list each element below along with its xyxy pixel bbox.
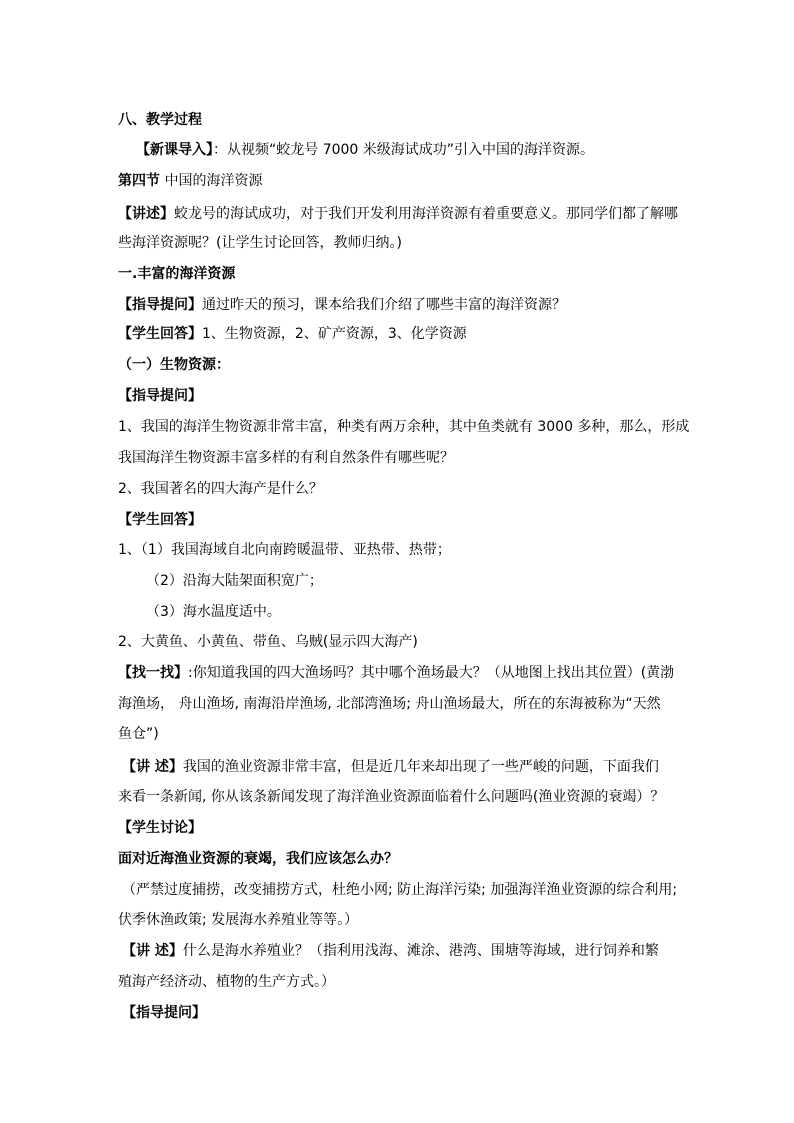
narrate3-line2: 殖海产经济动、植物的生产方式。）	[118, 974, 335, 990]
narrate3-text: 什么是海水养殖业？（指利用浅海、滩涂、港湾、围塘等海域，进行饲养和繁	[182, 943, 659, 959]
heading-teaching-process: 八、教学过程	[118, 112, 202, 128]
answer2-item1: 1、（1）我国海域自北向南跨暖温带、亚热带、热带；	[118, 542, 451, 558]
answer2-item2: （2）沿海大陆架面积宽广；	[146, 573, 323, 589]
narrate2-label: 【讲 述】	[122, 759, 183, 775]
answer2-label: 【学生回答】	[118, 512, 202, 528]
answer1-text: 1、生物资源，2、矿产资源，3、化学资源	[202, 326, 467, 342]
question1-line1: 1、我国的海洋生物资源非常丰富，种类有两万余种，其中鱼类就有 3000 多种，那么，形成	[118, 419, 690, 435]
find-line3: 鱼仓”)	[118, 726, 159, 742]
find-label: 【找一找】	[118, 665, 188, 681]
narrate3-line1	[122, 941, 659, 961]
guide1-text: 通过昨天的预习，课本给我们介绍了哪些丰富的海洋资源？	[202, 297, 566, 313]
narrate2-line1	[122, 757, 659, 777]
narrate1-text: 蛟龙号的海试成功，对于我们开发利用海洋资源有着重要意义。那同学们都了解哪	[174, 206, 678, 222]
answer1-label: 【学生回答】	[118, 326, 202, 342]
find-text: :你知道我国的四大渔场吗？其中哪个渔场最大？（从地图上找出其位置）(黄渤	[188, 665, 675, 681]
question1-line2: 我国海洋生物资源丰富多样的有利自然条件有哪些呢？	[118, 450, 454, 466]
answer1-paragraph	[118, 324, 467, 344]
narrate3-label: 【讲 述】	[122, 943, 183, 959]
section-title	[118, 171, 262, 191]
guide2-label: 【指导提问】	[118, 388, 202, 404]
narrate2-text: 我国的渔业资源非常丰富，但是近几年来却出现了一些严峻的问题，下面我们	[182, 759, 659, 775]
subheading-rich-resources: 一.丰富的海洋资源	[118, 266, 236, 282]
narrate1-line1	[118, 204, 678, 224]
guide1-label: 【指导提问】	[118, 297, 202, 313]
narrate1-line2: 些海洋资源呢？(让学生讨论回答，教师归纳。)	[118, 235, 402, 251]
section-label: 第四节	[118, 173, 160, 189]
question2: 2、我国著名的四大海产是什么？	[118, 481, 323, 497]
section-text: 中国的海洋资源	[160, 173, 263, 189]
discuss-label: 【学生讨论】	[118, 820, 202, 836]
intro-text: ：从视频“蛟龙号 7000 米级海试成功”引入中国的海洋资源。	[213, 142, 595, 158]
answer2-item3: （3）海水温度适中。	[146, 604, 281, 620]
discuss-question: 面对近海渔业资源的衰竭，我们应该怎么办？	[118, 851, 398, 867]
guide3-label: 【指导提问】	[122, 1005, 206, 1021]
discuss-answer-line2: 伏季休渔政策; 发展海水养殖业等等。）	[118, 912, 359, 928]
answer2-four-products: 2、大黄鱼、小黄鱼、带鱼、乌贼(显示四大海产)	[118, 634, 418, 650]
narrate2-line2: 来看一条新闻, 你从该条新闻发现了海洋渔业资源面临着什么问题吗(渔业资源的衰竭）？	[118, 789, 665, 805]
intro-paragraph	[136, 140, 594, 160]
bio-resources-heading: （一）生物资源：	[118, 357, 230, 373]
guide1-paragraph	[118, 295, 566, 315]
intro-label: 【新课导入】	[136, 142, 213, 158]
find-line2: 海渔场， 舟山渔场, 南海沿岸渔场, 北部湾渔场; 舟山渔场最大，所在的东海被称为“天然	[118, 696, 661, 712]
find-line1	[118, 663, 674, 683]
discuss-answer-line1: （严禁过度捕捞，改变捕捞方式，杜绝小网; 防止海洋污染; 加强海洋渔业资源的综合利用;	[122, 882, 678, 898]
narrate1-label: 【讲述】	[118, 206, 174, 222]
